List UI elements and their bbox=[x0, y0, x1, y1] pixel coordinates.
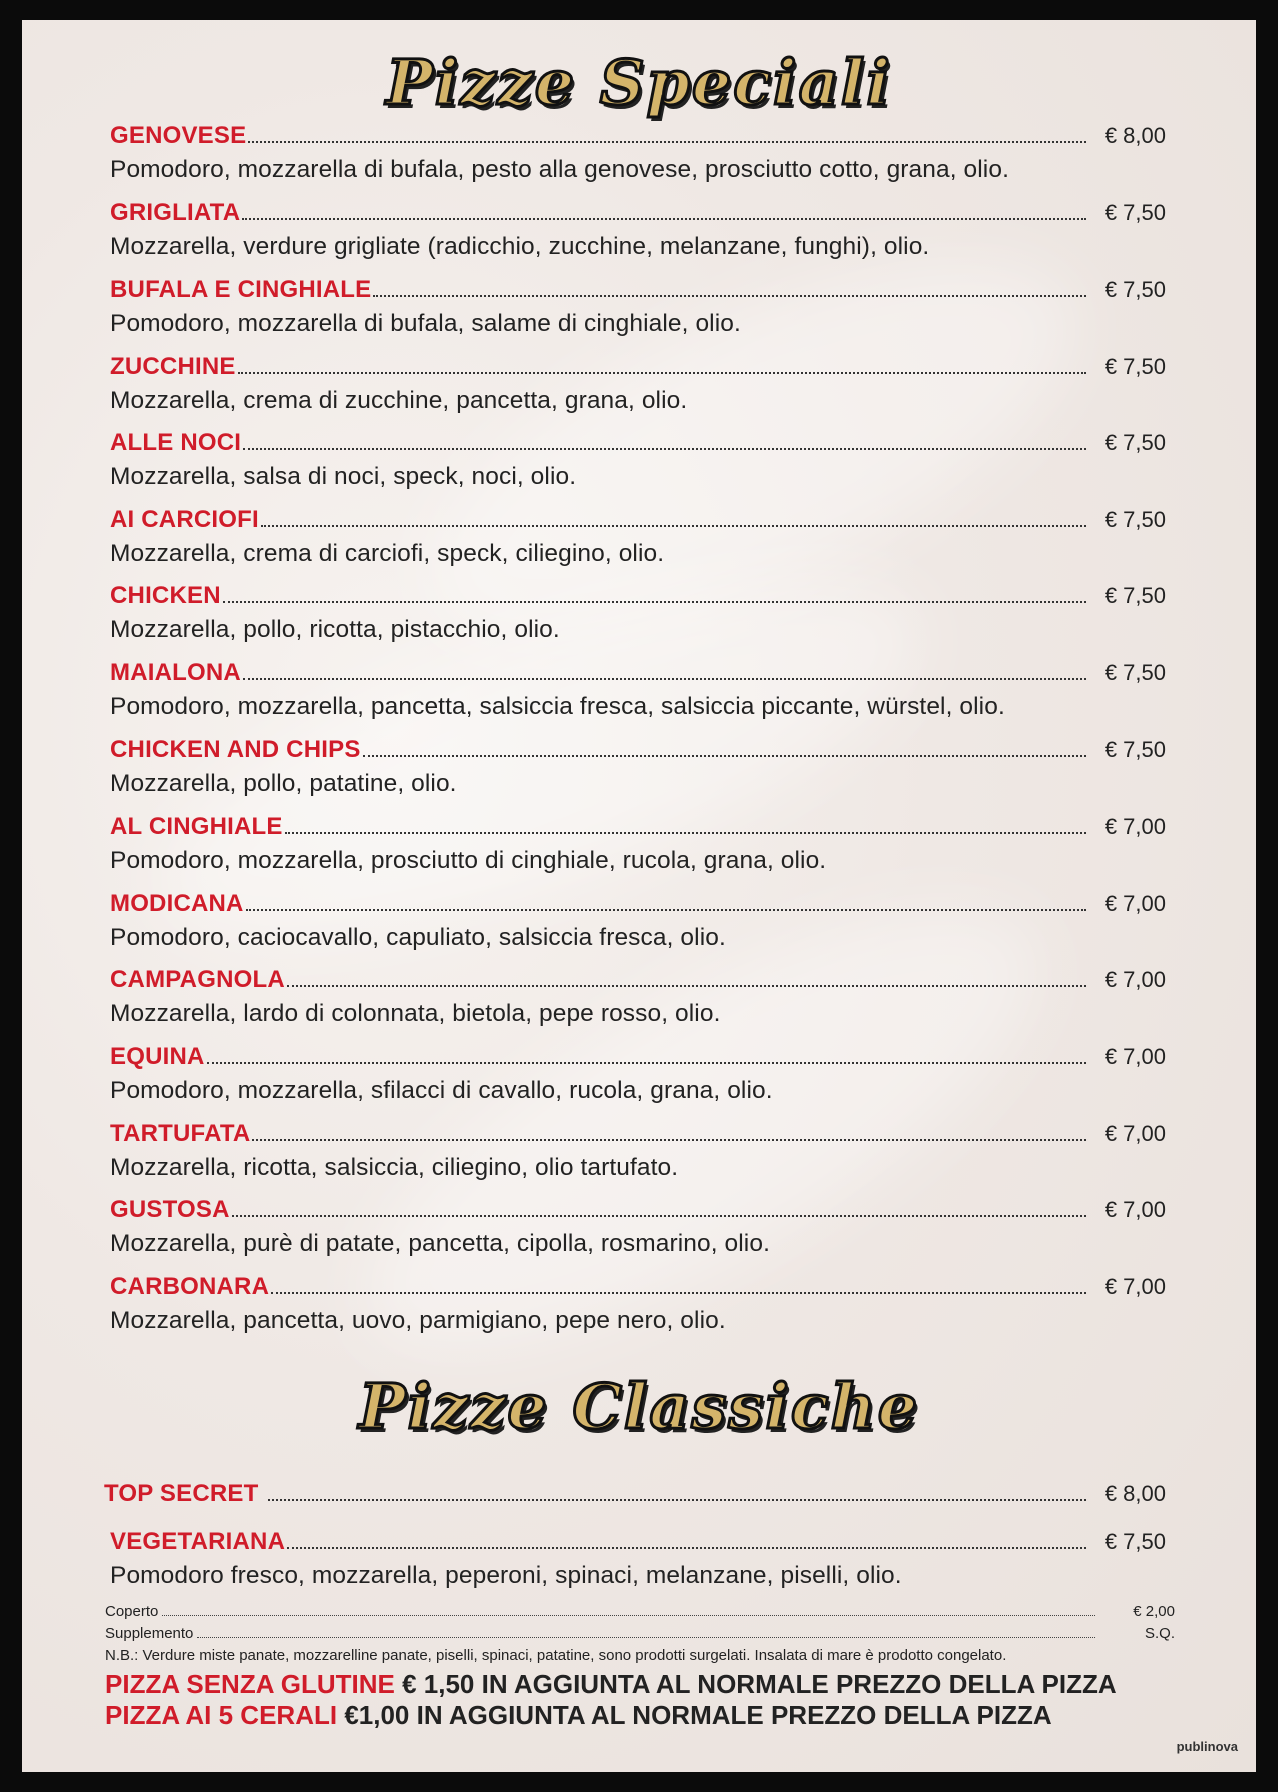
dot-leader bbox=[243, 447, 1086, 450]
dot-leader bbox=[287, 1546, 1086, 1549]
item-price: € 7,50 bbox=[1104, 354, 1166, 379]
promo-text: €1,00 IN AGGIUNTA AL NORMALE PREZZO DELLA PIZZA bbox=[337, 1700, 1052, 1730]
menu-item bbox=[110, 890, 1166, 952]
menu-page bbox=[22, 20, 1256, 1772]
item-description: Mozzarella, verdure grigliate (radicchio, zucchine, melanzane, funghi), olio. bbox=[110, 233, 930, 260]
section-title-speciali: Pizze Speciali bbox=[386, 46, 892, 119]
item-description: Mozzarella, crema di carciofi, speck, ciliegino, olio. bbox=[110, 540, 665, 567]
dot-leader bbox=[252, 1138, 1086, 1141]
extra-label: Supplemento bbox=[105, 1625, 194, 1642]
dot-leader bbox=[243, 677, 1086, 680]
menu-item bbox=[110, 736, 1166, 798]
item-price: € 7,50 bbox=[1104, 737, 1166, 762]
item-description: Pomodoro, mozzarella di bufala, pesto alla genovese, prosciutto cotto, grana, olio. bbox=[110, 156, 1009, 183]
dot-leader bbox=[162, 1615, 1095, 1616]
item-name: AL CINGHIALE bbox=[110, 813, 283, 840]
item-description: Mozzarella, purè di patate, pancetta, cipolla, rosmarino, olio. bbox=[110, 1230, 770, 1257]
menu-item bbox=[110, 582, 1166, 644]
item-name: MAIALONA bbox=[110, 659, 241, 686]
section-title-classiche: Pizze Classiche bbox=[358, 1370, 920, 1443]
item-price: € 8,00 bbox=[1104, 1481, 1166, 1506]
promo-highlight: PIZZA SENZA GLUTINE bbox=[105, 1669, 395, 1699]
menu-item bbox=[110, 122, 1166, 184]
item-description: Pomodoro fresco, mozzarella, peperoni, spinaci, melanzane, piselli, olio. bbox=[110, 1562, 902, 1589]
menu-item bbox=[110, 199, 1166, 261]
item-price: € 8,00 bbox=[1104, 123, 1166, 148]
dot-leader bbox=[268, 1498, 1086, 1501]
item-name: TARTUFATA bbox=[110, 1120, 251, 1147]
item-name: ZUCCHINE bbox=[110, 353, 236, 380]
item-price: € 7,50 bbox=[1104, 1529, 1166, 1554]
menu-item bbox=[110, 1196, 1166, 1258]
item-price: € 7,50 bbox=[1104, 583, 1166, 608]
item-price: € 7,00 bbox=[1104, 814, 1166, 839]
item-price: € 7,50 bbox=[1104, 507, 1166, 532]
item-description: Mozzarella, ricotta, salsiccia, ciliegino, olio tartufato. bbox=[110, 1154, 679, 1181]
extra-label: Coperto bbox=[105, 1603, 159, 1620]
item-price: € 7,50 bbox=[1104, 430, 1166, 455]
item-name: EQUINA bbox=[110, 1043, 205, 1070]
dot-leader bbox=[287, 984, 1086, 987]
dot-leader bbox=[232, 1214, 1086, 1217]
item-name: GUSTOSA bbox=[110, 1196, 230, 1223]
menu-item bbox=[104, 1480, 1166, 1508]
promo-highlight: PIZZA AI 5 CERALI bbox=[105, 1700, 338, 1730]
dot-leader bbox=[271, 1291, 1086, 1294]
menu-item bbox=[110, 1528, 1166, 1590]
dot-leader bbox=[197, 1637, 1095, 1638]
item-price: € 7,00 bbox=[1104, 967, 1166, 992]
item-name: CHICKEN bbox=[110, 582, 221, 609]
item-description: Mozzarella, crema di zucchine, pancetta, grana, olio. bbox=[110, 387, 688, 414]
extra-supplemento bbox=[105, 1625, 1175, 1642]
item-price: € 7,00 bbox=[1104, 1197, 1166, 1222]
item-description: Pomodoro, caciocavallo, capuliato, salsiccia fresca, olio. bbox=[110, 924, 726, 951]
item-name: VEGETARIANA bbox=[110, 1528, 286, 1555]
promo-gluten-free bbox=[105, 1669, 1117, 1700]
item-name: GENOVESE bbox=[110, 122, 247, 149]
menu-item bbox=[110, 1043, 1166, 1105]
menu-item bbox=[110, 659, 1166, 721]
item-price: € 7,50 bbox=[1104, 660, 1166, 685]
dot-leader bbox=[285, 831, 1086, 834]
frozen-products-note: N.B.: Verdure miste panate, mozzarelline panate, piselli, spinaci, patatine, sono prodotti surgelati. Insalata di mare è prodotto congelato. bbox=[105, 1647, 1007, 1664]
item-description: Pomodoro, mozzarella, prosciutto di cinghiale, rucola, grana, olio. bbox=[110, 847, 827, 874]
item-name: GRIGLIATA bbox=[110, 199, 241, 226]
menu-item bbox=[110, 506, 1166, 568]
dot-leader bbox=[246, 908, 1086, 911]
item-name: ALLE NOCI bbox=[110, 429, 242, 456]
item-description: Pomodoro, mozzarella, pancetta, salsiccia fresca, salsiccia piccante, würstel, olio. bbox=[110, 693, 1005, 720]
dot-leader bbox=[223, 600, 1086, 603]
item-name: CARBONARA bbox=[110, 1273, 270, 1300]
menu-item bbox=[110, 813, 1166, 875]
item-description: Pomodoro, mozzarella di bufala, salame di cinghiale, olio. bbox=[110, 310, 741, 337]
publisher-logo: publinova bbox=[1176, 1739, 1238, 1754]
item-name: MODICANA bbox=[110, 890, 244, 917]
item-price: € 7,00 bbox=[1104, 891, 1166, 916]
item-name: CAMPAGNOLA bbox=[110, 966, 285, 993]
dot-leader bbox=[373, 294, 1086, 297]
extra-coperto bbox=[105, 1603, 1175, 1620]
menu-item bbox=[110, 1120, 1166, 1182]
menu-item bbox=[110, 353, 1166, 415]
promo-text: € 1,50 IN AGGIUNTA AL NORMALE PREZZO DELLA PIZZA bbox=[394, 1669, 1117, 1699]
menu-item bbox=[110, 276, 1166, 338]
item-name: CHICKEN AND CHIPS bbox=[110, 736, 361, 763]
dot-leader bbox=[248, 140, 1086, 143]
item-name: AI CARCIOFI bbox=[110, 506, 259, 533]
menu-item bbox=[110, 966, 1166, 1028]
item-price: € 7,00 bbox=[1104, 1121, 1166, 1146]
extra-price: € 2,00 bbox=[1133, 1603, 1175, 1620]
item-price: € 7,00 bbox=[1104, 1274, 1166, 1299]
dot-leader bbox=[261, 524, 1086, 527]
item-description: Mozzarella, pollo, patatine, olio. bbox=[110, 770, 457, 797]
item-name: TOP SECRET bbox=[104, 1480, 259, 1507]
item-description: Mozzarella, pollo, ricotta, pistacchio, olio. bbox=[110, 616, 560, 643]
dot-leader bbox=[242, 217, 1086, 220]
dot-leader bbox=[238, 371, 1086, 374]
menu-item bbox=[110, 429, 1166, 491]
promo-five-cereals bbox=[105, 1700, 1052, 1731]
item-price: € 7,50 bbox=[1104, 200, 1166, 225]
menu-item bbox=[110, 1273, 1166, 1335]
item-description: Pomodoro, mozzarella, sfilacci di cavallo, rucola, grana, olio. bbox=[110, 1077, 773, 1104]
item-description: Mozzarella, lardo di colonnata, bietola, pepe rosso, olio. bbox=[110, 1000, 721, 1027]
item-price: € 7,50 bbox=[1104, 277, 1166, 302]
dot-leader bbox=[207, 1061, 1086, 1064]
item-price: € 7,00 bbox=[1104, 1044, 1166, 1069]
item-description: Mozzarella, pancetta, uovo, parmigiano, pepe nero, olio. bbox=[110, 1307, 726, 1334]
dot-leader bbox=[363, 754, 1086, 757]
item-description: Mozzarella, salsa di noci, speck, noci, olio. bbox=[110, 463, 577, 490]
item-name: BUFALA E CINGHIALE bbox=[110, 276, 372, 303]
extra-price: S.Q. bbox=[1144, 1625, 1175, 1642]
